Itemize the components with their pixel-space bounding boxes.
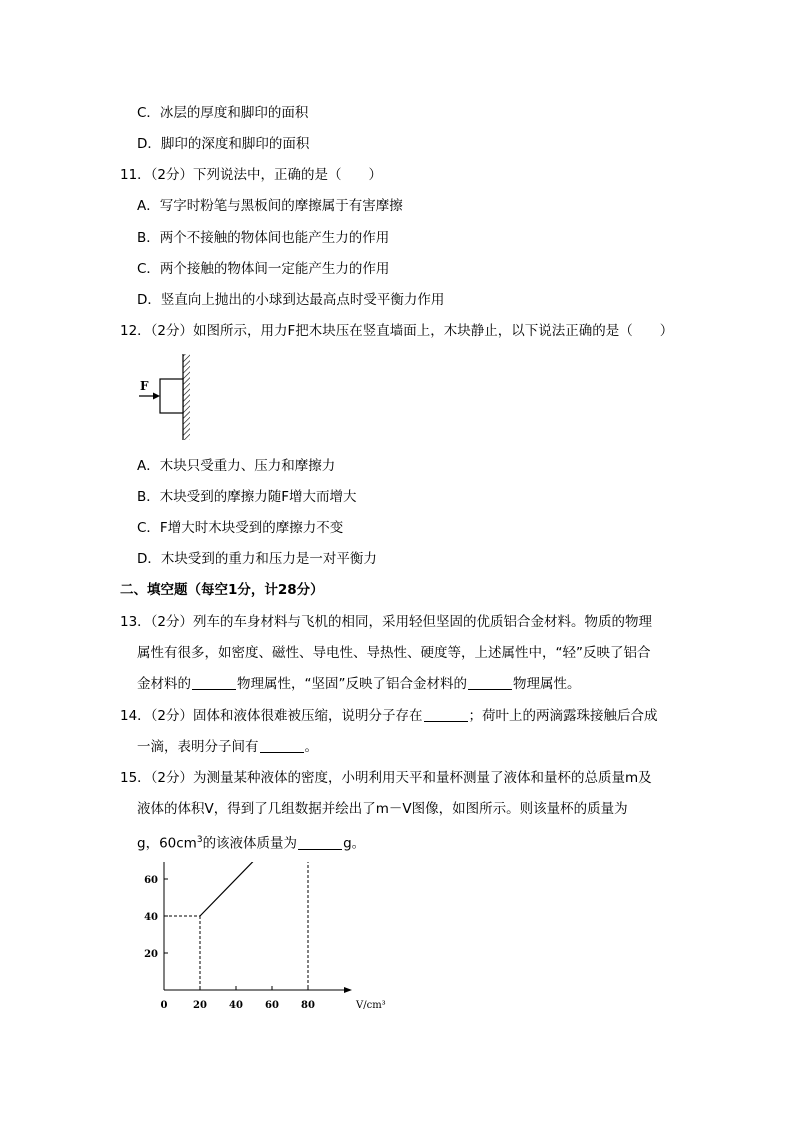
q13-line3: 金材料的 物理属性，“坚固”反映了铝合金材料的 物理属性。 bbox=[137, 676, 581, 692]
force-label: F bbox=[140, 379, 149, 393]
q11-option-c: C．两个接触的物体间一定能产生力的作用 bbox=[137, 261, 390, 277]
q14-line2: 一滴，表明分子间有 。 bbox=[137, 739, 318, 755]
q12-option-c: C．F增大时木块受到的摩擦力不变 bbox=[137, 520, 344, 536]
q10-option-c: C．冰层的厚度和脚印的面积 bbox=[137, 105, 309, 121]
y-tick-label: 60 bbox=[144, 875, 158, 886]
y-tick-label: 40 bbox=[144, 912, 158, 923]
wood-block bbox=[160, 379, 183, 413]
force-arrow-head bbox=[153, 393, 160, 400]
q11-option-b: B．两个不接触的物体间也能产生力的作用 bbox=[137, 230, 390, 246]
q15-line3: g，$60cm^3$的该液体质量为 g。 bbox=[137, 835, 366, 852]
wall-hatch bbox=[183, 354, 190, 440]
data-line bbox=[200, 862, 308, 916]
x-tick-label: 80 bbox=[301, 1000, 315, 1011]
answer-blank bbox=[424, 709, 468, 722]
q11-stem: 11．（2分）下列说法中，正确的是（ ） bbox=[120, 167, 383, 183]
q15-line2: 液体的体积V，得到了几组数据并绘出了m－V图像，如图所示。则该量杯的质量为 bbox=[137, 801, 628, 817]
answer-blank bbox=[468, 677, 512, 690]
q12-figure bbox=[136, 352, 200, 442]
q11-option-a: A．写字时粉笔与黑板间的摩擦属于有害摩擦 bbox=[137, 198, 403, 214]
x-axis-label: V/cm³ bbox=[356, 1000, 386, 1011]
q12-option-d: D．木块受到的重力和压力是一对平衡力 bbox=[137, 551, 377, 567]
mv-chart bbox=[130, 862, 390, 1022]
q12-option-b: B．木块受到的摩擦力随F增大而增大 bbox=[137, 489, 357, 505]
q15-line1: 15．（2分）为测量某种液体的密度，小明利用天平和量杯测量了液体和量杯的总质量m及 bbox=[120, 770, 652, 786]
x-tick-label: 60 bbox=[265, 1000, 279, 1011]
q13-line2: 属性有很多，如密度、磁性、导电性、导热性、硬度等，上述属性中，“轻”反映了铝合 bbox=[137, 645, 651, 661]
y-tick-label: 20 bbox=[144, 949, 158, 960]
q12-stem: 12．（2分）如图所示，用力F把木块压在竖直墙面上，木块静止，以下说法正确的是（ ） bbox=[120, 323, 674, 339]
section-title: 二、填空题（每空1分，计28分） bbox=[120, 582, 324, 598]
answer-blank bbox=[192, 677, 236, 690]
origin-label: 0 bbox=[160, 1000, 168, 1011]
q13-line1: 13．（2分）列车的车身材料与飞机的相同，采用轻但坚固的优质铝合金材料。物质的物理 bbox=[120, 614, 653, 630]
x-tick-label: 40 bbox=[229, 1000, 243, 1011]
x-tick-label: 20 bbox=[193, 1000, 207, 1011]
q10-option-d: D．脚印的深度和脚印的面积 bbox=[137, 136, 310, 152]
x-axis-arrow bbox=[344, 987, 352, 993]
q12-option-a: A．木块只受重力、压力和摩擦力 bbox=[137, 458, 336, 474]
q11-option-d: D．竖直向上抛出的小球到达最高点时受平衡力作用 bbox=[137, 292, 445, 308]
answer-blank bbox=[260, 740, 304, 753]
answer-blank bbox=[298, 837, 342, 850]
q14-line1: 14．（2分）固体和液体很难被压缩，说明分子存在 ；荷叶上的两滴露珠接触后合成 bbox=[120, 708, 658, 724]
